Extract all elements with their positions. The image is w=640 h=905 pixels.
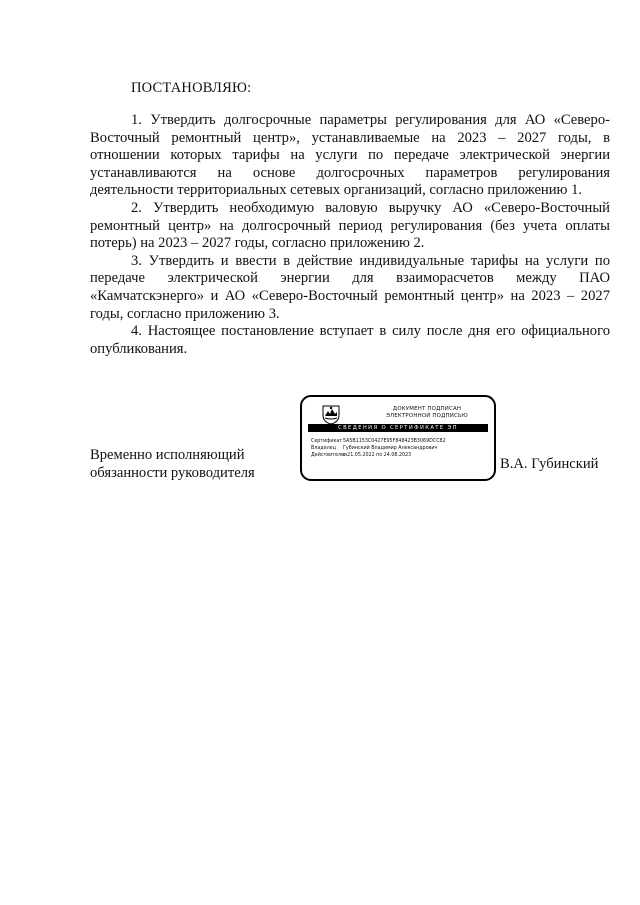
decree-heading: ПОСТАНОВЛЯЮ:: [131, 80, 252, 96]
paragraph-3: 3. Утвердить и ввести в действие индивидуальные тарифы на услуги по передаче электрической энергии для взаиморасчетов между ПАО «Камчатскэнерго» и АО «Северо-Восточный ремонтный центр» на 2023 – 2027 годы, согласно приложению 3.: [90, 252, 610, 322]
signer-position-line-2: обязанности руководителя: [90, 464, 255, 481]
paragraph-4: 4. Настоящее постановление вступает в силу после дня его официального опубликования.: [90, 323, 610, 357]
stamp-certificate-bar: СВЕДЕНИЯ О СЕРТИФИКАТЕ ЭП: [308, 424, 488, 432]
stamp-row-value: с 21.05.2022 по 24.08.2023: [343, 453, 412, 458]
stamp-header-line-2: ЭЛЕКТРОННОЙ ПОДПИСЬЮ: [386, 413, 468, 419]
electronic-signature-stamp: [300, 395, 496, 481]
paragraph-2: 2. Утвердить необходимую валовую выручку АО «Северо-Восточный ремонтный центр» на долгосрочный период регулирования (без учета оплаты потерь) на 2023 – 2027 годы, согласно приложению 2.: [90, 199, 610, 252]
stamp-header: [362, 406, 492, 420]
decree-body: [90, 112, 610, 358]
signer-name: В.А. Губинский: [500, 456, 599, 472]
stamp-header-line-1: ДОКУМЕНТ ПОДПИСАН: [392, 406, 462, 412]
stamp-row-key: Владелец: [311, 446, 336, 451]
coat-of-arms-icon: [320, 403, 342, 425]
stamp-row-certificate: [311, 438, 446, 445]
stamp-row-value: Губинский Владимир Александрович: [343, 446, 438, 451]
signer-position-line-1: Временно исполняющий: [90, 447, 245, 463]
stamp-row-key: Действителен: [311, 453, 348, 458]
signer-position: [90, 447, 255, 482]
stamp-row-key: Сертификат: [311, 439, 343, 444]
stamp-row-owner: [311, 445, 446, 452]
paragraph-1: 1. Утвердить долгосрочные параметры регулирования для АО «Северо-Восточный ремонтный центр», устанавливаемые на 2023 – 2027 годы, в отношении которых тарифы на услуги по передаче электрической энергии устанавливаются на основе долгосрочных параметров регулирования деятельности территориальных сетевых организаций, согласно приложению 1.: [90, 112, 610, 199]
stamp-row-value: 5A5B1153C0427E95F848423B3069DCC82: [343, 439, 446, 444]
stamp-row-validity: [311, 452, 446, 459]
stamp-details: [311, 438, 446, 459]
